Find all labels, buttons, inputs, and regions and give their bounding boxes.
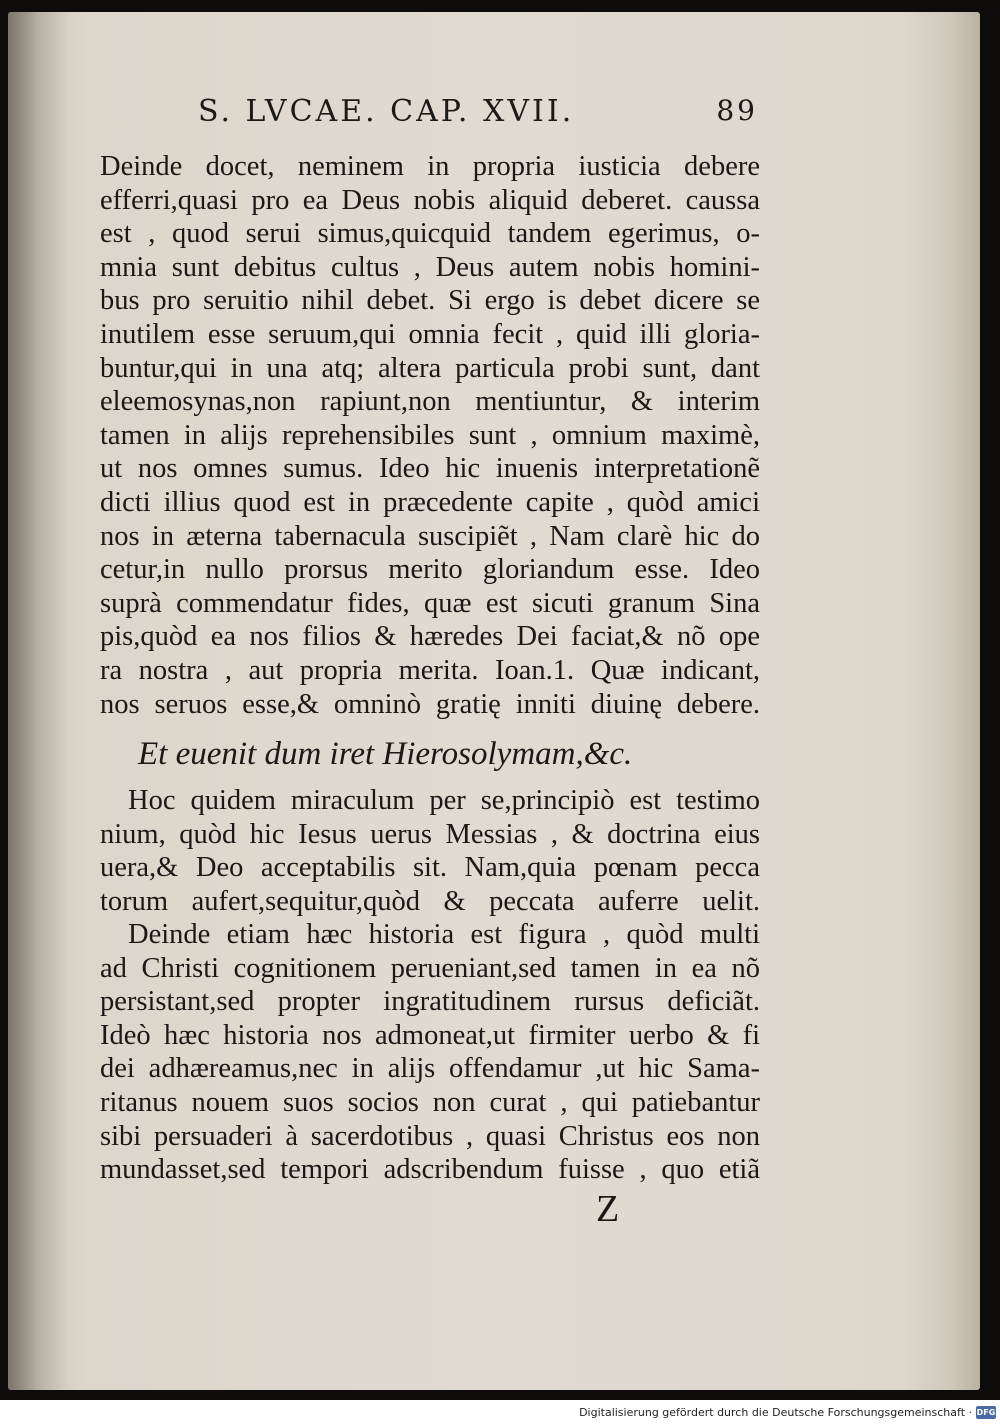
text-line: dicti illius quod est in præcedente capite , quòd amici xyxy=(100,486,760,518)
dfg-logo: DFG xyxy=(976,1408,996,1417)
funding-credit: Digitalisierung gefördert durch die Deutsche Forschungsgemeinschaft · xyxy=(579,1406,972,1419)
digitization-footer xyxy=(0,1400,1000,1426)
text-line: mnia sunt debitus cultus , Deus autem nobis homini- xyxy=(100,251,760,283)
book-page xyxy=(8,12,980,1390)
text-line: buntur,qui in una atq; altera particula probi sunt, dant xyxy=(100,352,760,384)
paragraph-3 xyxy=(100,918,760,1187)
text-line: efferri,quasi pro ea Deus nobis aliquid deberet. caussa xyxy=(100,184,760,216)
text-line: est , quod serui simus,quicquid tandem egerimus, o- xyxy=(100,218,760,250)
text-line: nos in æterna tabernacula suscipiẽt , Nam clarè hic do xyxy=(100,520,760,552)
text-line: torum aufert,sequitur,quòd & peccata auferre uelit. xyxy=(100,885,760,917)
text-line: ad Christi cognitionem perueniant,sed tamen in ea nõ xyxy=(100,952,760,984)
page-header xyxy=(198,94,758,134)
text-line: ritanus nouem suos socios non curat , qui patiebantur xyxy=(100,1086,760,1118)
text-line: inutilem esse seruum,qui omnia fecit , quid illi gloria- xyxy=(100,318,760,350)
text-line: mundasset,sed tempori adscribendum fuisse , quo etiã xyxy=(100,1154,760,1186)
text-line: persistant,sed propter ingratitudinem rursus deficiãt. xyxy=(100,986,760,1018)
text-line: nos seruos esse,& omninò gratię inniti diuinę debere. xyxy=(100,688,760,720)
paragraph-2 xyxy=(100,784,760,918)
text-line: Hoc quidem miraculum per se,principiò est testimo xyxy=(128,785,760,816)
text-line: suprà commendatur fides, quæ est sicuti granum Sina xyxy=(100,587,760,619)
text-line: eleemosynas,non rapiunt,non mentiuntur, & interim xyxy=(100,386,760,418)
text-line: uera,& Deo acceptabilis sit. Nam,quia pœnam pecca xyxy=(100,852,760,884)
text-line: pis,quòd ea nos filios & hæredes Dei faciat,& nõ ope xyxy=(100,621,760,653)
text-line: cetur,in nullo prorsus merito gloriandum esse. Ideo xyxy=(100,554,760,586)
text-line: ut nos omnes sumus. Ideo hic inuenis interpretationẽ xyxy=(100,453,760,485)
running-title: S. LVCAE. CAP. XVII. xyxy=(198,94,575,129)
section-heading: Et euenit dum iret Hierosolymam,&c. xyxy=(138,736,633,772)
page-gutter-shadow xyxy=(8,12,68,1390)
signature-mark: Z xyxy=(596,1188,620,1230)
text-line: Ideò hæc historia nos admoneat,ut firmiter uerbo & fi xyxy=(100,1019,760,1051)
text-line: bus pro seruitio nihil debet. Si ergo is debet dicere se xyxy=(100,285,760,317)
text-line: Deinde docet, neminem in propria iusticia debere xyxy=(100,151,760,182)
text-line: dei adhæreamus,nec in alijs offendamur ,ut hic Sama- xyxy=(100,1053,760,1085)
text-line: tamen in alijs reprehensibiles sunt , omnium maximè, xyxy=(100,419,760,451)
text-line: sibi persuaderi à sacerdotibus , quasi Christus eos non xyxy=(100,1120,760,1152)
text-line: Deinde etiam hæc historia est figura , quòd multi xyxy=(128,919,760,950)
page-number: 89 xyxy=(716,94,758,127)
text-line: ra nostra , aut propria merita. Ioan.1. Quæ indicant, xyxy=(100,654,760,686)
paragraph-1 xyxy=(100,150,760,721)
text-line: nium, quòd hic Iesus uerus Messias , & doctrina eius xyxy=(100,818,760,850)
